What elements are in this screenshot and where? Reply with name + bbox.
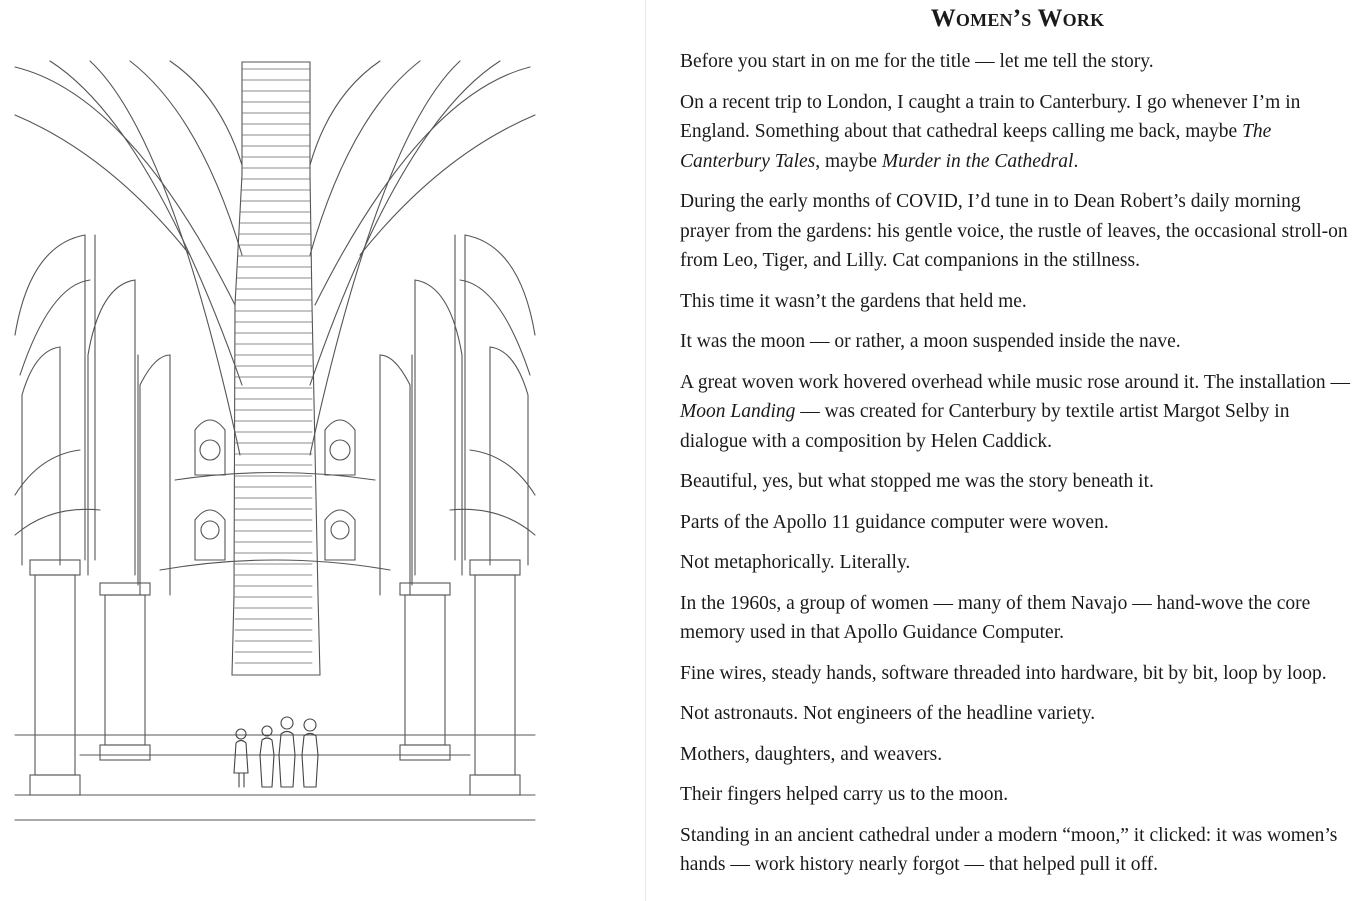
window-rose: [330, 440, 350, 460]
paragraph: Mothers, daughters, and weavers.: [680, 743, 943, 765]
column-base: [400, 745, 450, 760]
paragraph: Before you start in on me for the title — let me tell the story.: [680, 51, 1154, 72]
column-base: [470, 775, 520, 795]
person: [234, 741, 248, 774]
page-divider: [645, 0, 646, 901]
cathedral-illustration: [10, 55, 540, 830]
person: [260, 738, 274, 787]
arch: [460, 280, 530, 375]
paragraph-text: — was created for Canterbury by textile artist Margot Selby in dialogue with a composition by Helen Caddick.: [680, 401, 1290, 452]
paragraph-text: , maybe: [815, 150, 882, 172]
vault-rib: [310, 61, 420, 255]
column: [475, 575, 515, 775]
paragraph: Standing in an ancient cathedral under a modern “moon,” it clicked: it was women’s hands — work history nearly forgot — that helped pull it off.: [680, 824, 1338, 875]
column: [105, 595, 145, 745]
column-base: [30, 775, 80, 795]
paragraph-text: On a recent trip to London, I caught a train to Canterbury. I go whenever I’m in England. Something about that cathedral keeps calling me back, maybe: [680, 91, 1301, 142]
column-capital: [30, 560, 80, 575]
vault-rib: [50, 61, 242, 385]
column-capital: [100, 583, 150, 595]
person: [302, 734, 318, 788]
paragraph: Their fingers helped carry us to the moon.: [680, 784, 1009, 805]
window: [325, 510, 355, 560]
visitors: [234, 717, 318, 787]
column: [35, 575, 75, 775]
text-page: [680, 0, 1355, 891]
person: [281, 717, 293, 729]
vault-rib: [130, 61, 242, 255]
apse-ledge: [160, 560, 390, 570]
person: [236, 729, 246, 739]
arch: [15, 450, 80, 495]
arch: [490, 347, 528, 565]
woven-installation: [232, 62, 320, 675]
arch: [22, 347, 60, 565]
paragraph: Beautiful, yes, but what stopped me was the story beneath it.: [680, 471, 1154, 492]
artwork-title: Moon Landing: [680, 401, 796, 422]
page-title: Women’s Work: [930, 5, 1105, 32]
window-rose: [201, 521, 219, 539]
cathedral-line-drawing: [10, 55, 540, 830]
window: [325, 420, 355, 475]
vault-rib: [310, 61, 380, 165]
paragraph: Not astronauts. Not engineers of the headline variety.: [680, 703, 1096, 724]
arch: [380, 355, 410, 595]
person: [279, 732, 295, 788]
arch: [450, 509, 535, 535]
paragraph: [680, 88, 1355, 177]
vault-rib: [170, 61, 242, 165]
woven-texture: [235, 69, 312, 663]
paragraph: It was the moon — or rather, a moon suspended inside the nave.: [680, 331, 1181, 352]
paragraph: This time it wasn’t the gardens that held me.: [680, 290, 1027, 312]
paragraph: [680, 368, 1355, 457]
column-base: [100, 745, 150, 760]
column-capital: [470, 560, 520, 575]
vault-rib: [310, 61, 460, 455]
arch: [20, 280, 90, 375]
person: [304, 719, 316, 731]
arch: [140, 355, 170, 595]
column: [405, 595, 445, 745]
window: [195, 420, 225, 475]
paragraph: In the 1960s, a group of women — many of them Navajo — hand-wove the core memory used in that Apollo Guidance Computer.: [680, 592, 1311, 643]
vault-rib: [90, 61, 240, 455]
window-rose: [200, 440, 220, 460]
paragraph-text: .: [1073, 150, 1079, 172]
column-capital: [400, 583, 450, 595]
vault-rib: [315, 67, 530, 305]
paragraph: Parts of the Apollo 11 guidance computer were woven.: [680, 511, 1109, 533]
paragraph: Not metaphorically. Literally.: [680, 552, 911, 573]
arch: [470, 450, 535, 495]
window: [195, 510, 225, 560]
paragraph: During the early months of COVID, I’d tune in to Dean Robert’s daily morning prayer from the gardens: his gentle voice, the rustle of leaves, the occasional stroll-on from Leo, Tiger, and Lilly. Cat companions in the stillness.: [680, 191, 1348, 271]
paragraph: Fine wires, steady hands, software threaded into hardware, bit by bit, loop by loop.: [680, 662, 1327, 684]
arch: [15, 509, 100, 535]
book-title: The Canterbury Tales: [680, 121, 1272, 172]
window-rose: [331, 521, 349, 539]
paragraph-text: A great woven work hovered overhead while music rose around it. The installation —: [680, 371, 1351, 393]
book-title: Murder in the Cathedral: [881, 150, 1074, 172]
